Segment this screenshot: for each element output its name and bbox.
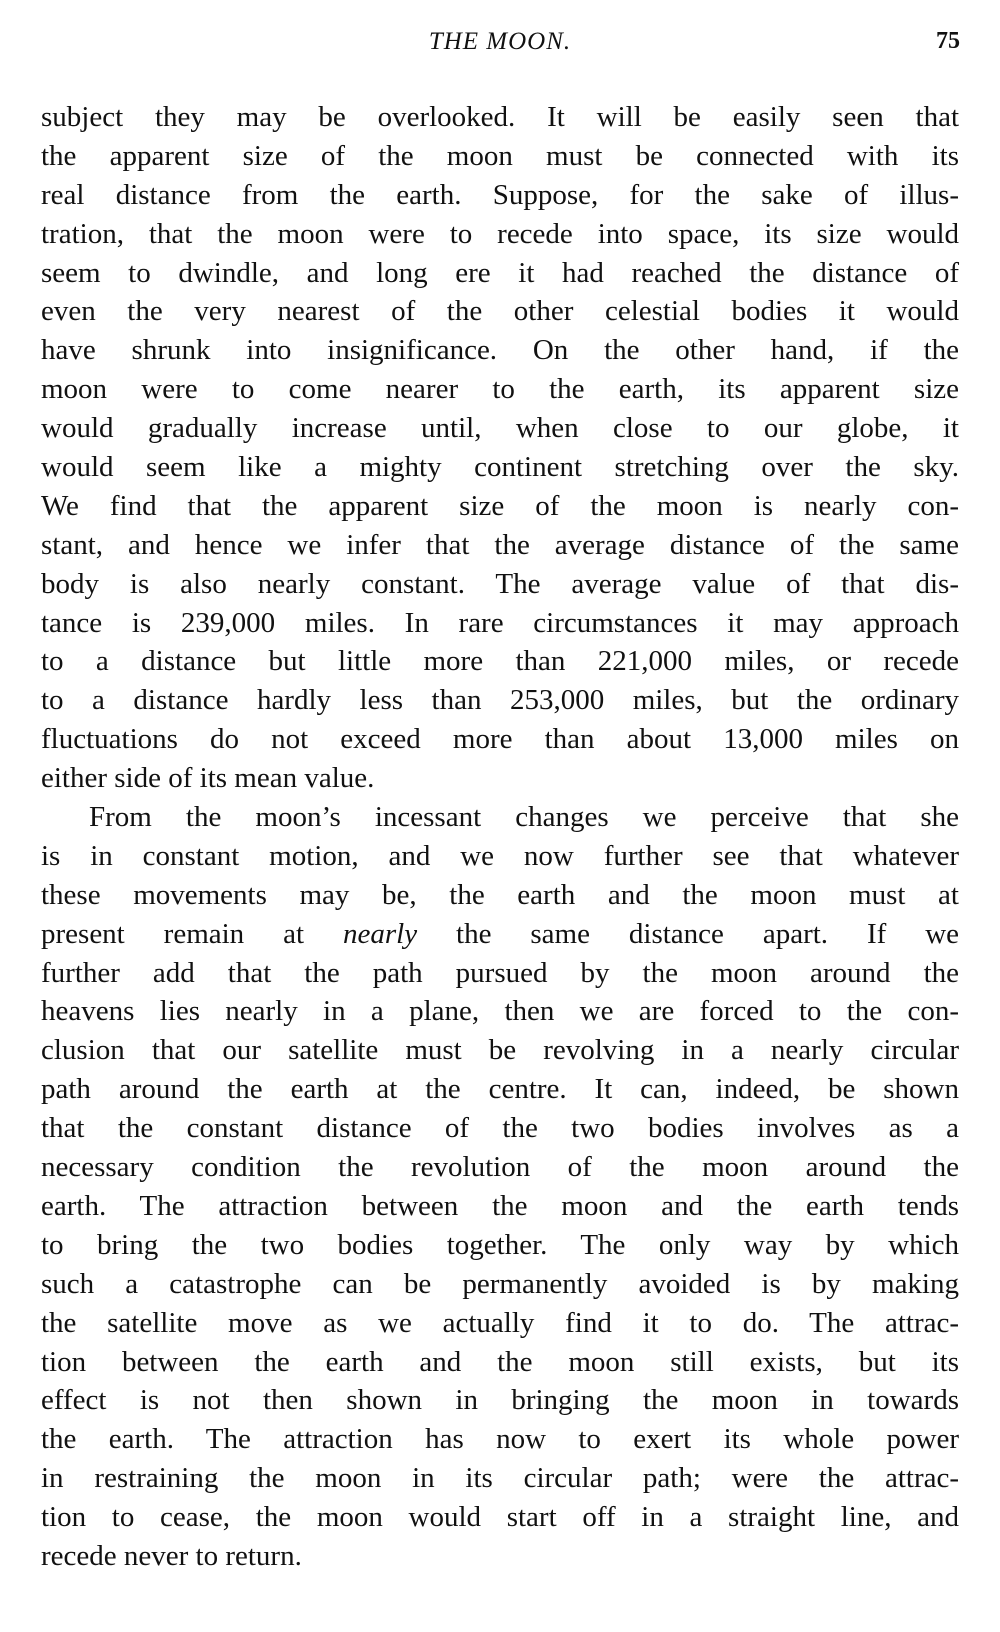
text-line: in restraining the moon in its circular path; were the attrac- bbox=[41, 1462, 959, 1495]
text-line: path around the earth at the centre. It can, indeed, be shown bbox=[41, 1073, 959, 1106]
running-title: THE MOON. bbox=[428, 28, 572, 55]
text-segment: present remain at bbox=[41, 917, 305, 950]
text-line: the satellite move as we actually find it to do. The attrac- bbox=[41, 1306, 959, 1339]
text-line: We find that the apparent size of the moon is nearly con- bbox=[41, 489, 959, 522]
text-line: to a distance but little more than 221,000 miles, or recede bbox=[41, 645, 959, 678]
paragraph-1 bbox=[41, 98, 959, 798]
text-line: recede never to return. bbox=[41, 1539, 302, 1572]
text-line: that the constant distance of the two bodies involves as a bbox=[41, 1112, 959, 1145]
paragraph-2 bbox=[41, 798, 959, 1576]
text-line: either side of its mean value. bbox=[41, 762, 375, 795]
text-line: tion between the earth and the moon still exists, but its bbox=[41, 1345, 959, 1378]
page-number: 75 bbox=[936, 28, 960, 54]
text-line: would gradually increase until, when close to our globe, it bbox=[41, 412, 959, 445]
text-line: to bring the two bodies together. The only way by which bbox=[41, 1228, 959, 1261]
text-line: moon were to come nearer to the earth, its apparent size bbox=[41, 373, 959, 406]
text-line: subject they may be overlooked. It will be easily seen that bbox=[41, 101, 959, 133]
text-line: the earth. The attraction has now to exert its whole power bbox=[41, 1423, 959, 1456]
text-line: would seem like a mighty continent stretching over the sky. bbox=[41, 451, 959, 484]
text-line: necessary condition the revolution of the moon around the bbox=[41, 1151, 959, 1184]
text-line: further add that the path pursued by the moon around the bbox=[41, 956, 959, 989]
text-line: earth. The attraction between the moon and the earth tends bbox=[41, 1189, 959, 1222]
text-line: heavens lies nearly in a plane, then we are forced to the con- bbox=[41, 995, 959, 1028]
text-line: tration, that the moon were to recede into space, its size would bbox=[41, 217, 959, 250]
emphasized-word: nearly bbox=[342, 917, 418, 950]
text-line: tion to cease, the moon would start off in a straight line, and bbox=[41, 1501, 959, 1534]
running-head bbox=[40, 28, 960, 68]
text-line: stant, and hence we infer that the average distance of the same bbox=[41, 528, 959, 561]
text-line: effect is not then shown in bringing the moon in towards bbox=[41, 1384, 959, 1417]
text-line: tance is 239,000 miles. In rare circumstances it may approach bbox=[41, 606, 959, 639]
text-line: such a catastrophe can be permanently avoided is by making bbox=[41, 1267, 959, 1300]
text-line: even the very nearest of the other celestial bodies it would bbox=[41, 295, 959, 328]
text-line: have shrunk into insignificance. On the other hand, if the bbox=[41, 334, 959, 367]
body-text bbox=[41, 98, 959, 1576]
text-line: seem to dwindle, and long ere it had reached the distance of bbox=[41, 256, 959, 289]
text-line: clusion that our satellite must be revolving in a nearly circular bbox=[41, 1034, 959, 1067]
text-line: fluctuations do not exceed more than about 13,000 miles on bbox=[41, 723, 959, 756]
text-line: From the moon’s incessant changes we perceive that she bbox=[89, 801, 959, 834]
text-line: real distance from the earth. Suppose, for the sake of illus- bbox=[41, 178, 959, 211]
text-line: these movements may be, the earth and the moon must at bbox=[41, 878, 959, 911]
text-segment: the same distance apart. If we bbox=[456, 917, 960, 950]
text-line: the apparent size of the moon must be connected with its bbox=[41, 139, 959, 172]
text-line: body is also nearly constant. The average value of that dis- bbox=[41, 567, 959, 600]
text-line-with-emphasis bbox=[41, 915, 959, 954]
text-line: to a distance hardly less than 253,000 miles, but the ordinary bbox=[41, 684, 959, 717]
text-line: is in constant motion, and we now further see that whatever bbox=[41, 839, 959, 872]
